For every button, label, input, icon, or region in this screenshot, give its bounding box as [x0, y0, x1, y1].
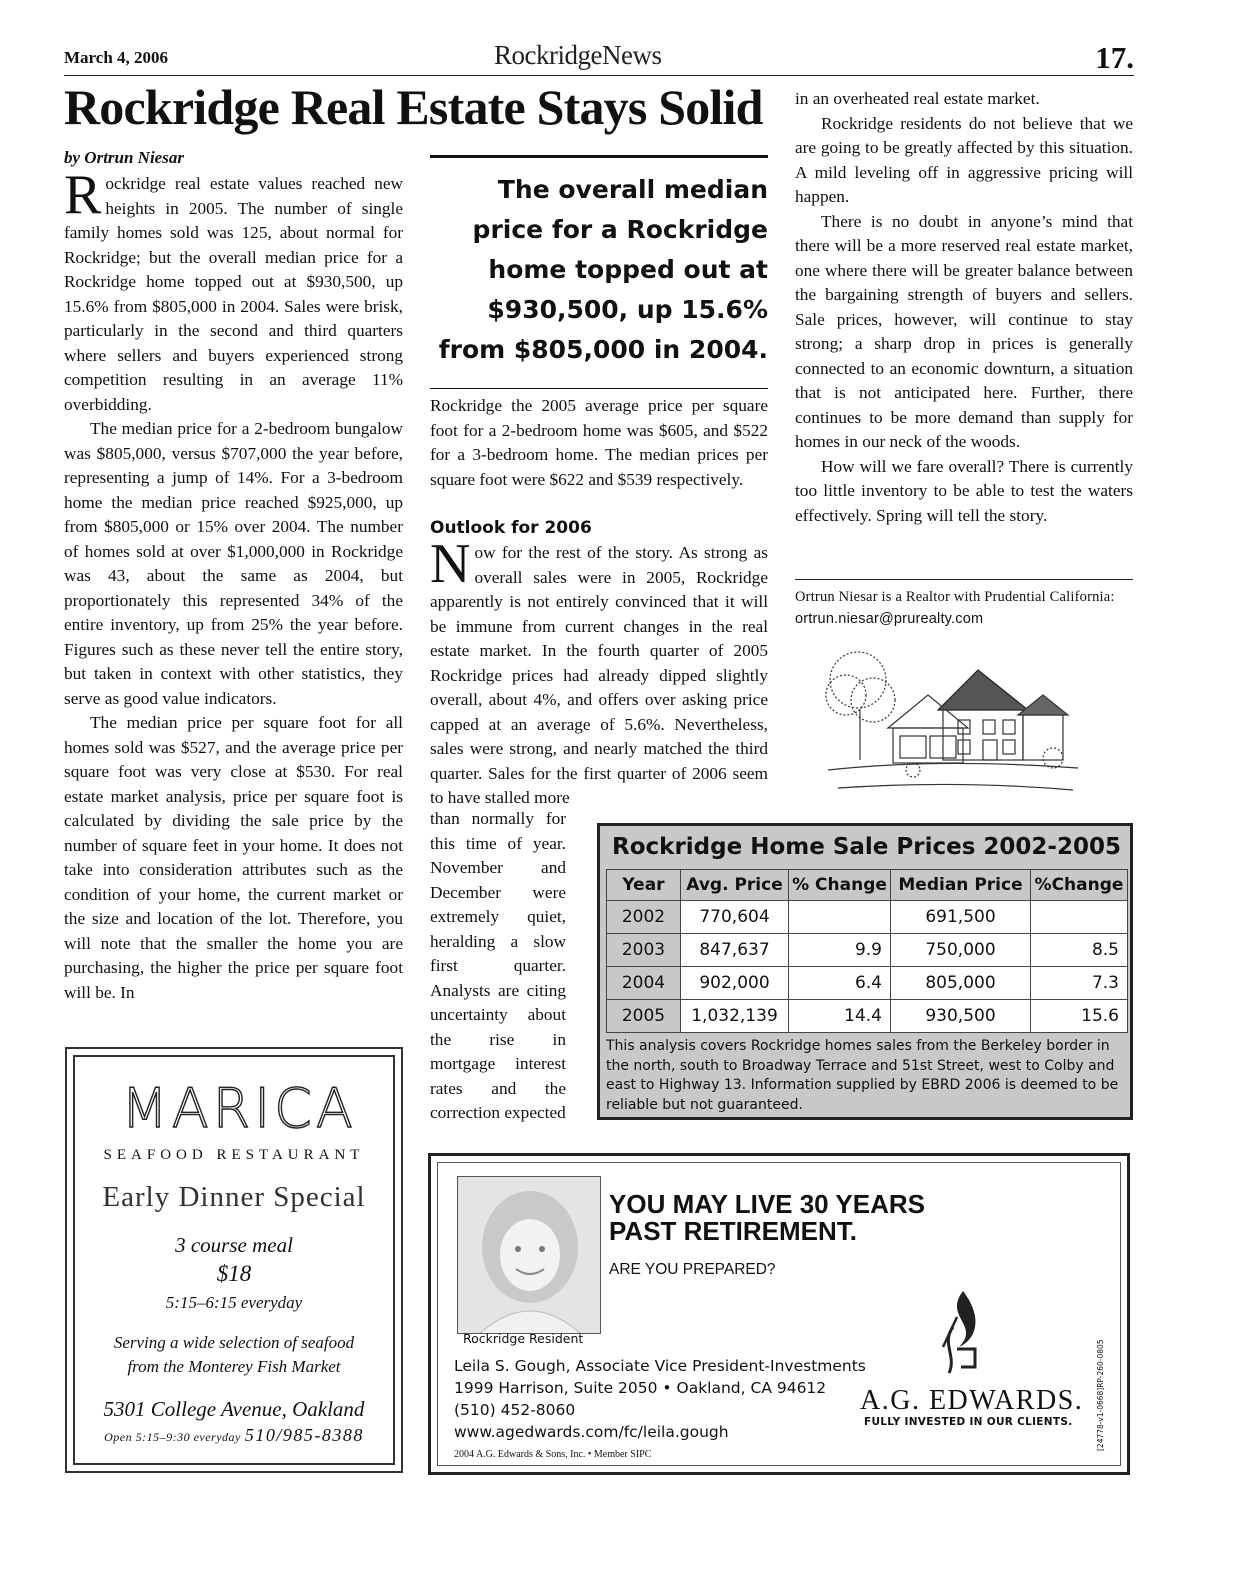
article-paragraph: Rockridge the 2005 average price per square foot for a 2-bedroom home was $605, and $522 for a 3-bedroom home. The median prices per square foot were $622 and $539 respectively.	[430, 396, 768, 489]
article-column-1	[64, 164, 403, 1005]
sales-table	[606, 869, 1128, 1033]
table-cell: 14.4	[789, 1000, 891, 1033]
house-illustration	[818, 640, 1088, 800]
table-cell: 2004	[607, 967, 681, 1000]
table-header-row	[607, 870, 1128, 901]
advisor-name: Leila S. Gough, Associate Vice President-Investments	[454, 1357, 866, 1375]
fine-print: 2004 A.G. Edwards & Sons, Inc. • Member SIPC	[454, 1449, 652, 1460]
ag-edwards-flame-icon	[933, 1287, 993, 1379]
ad-inner-border	[73, 1055, 395, 1465]
advisor-address: 1999 Harrison, Suite 2050 • Oakland, CA 94612	[454, 1379, 827, 1397]
article-paragraph: Now for the rest of the story. As strong as overall sales were in 2005, Rockridge apparently is not entirely convinced that it will be immune from current changes in the real estate market. In the fourth quarter of 2005 Rockridge prices had already dipped slightly overall, about 4%, and offers over asking price capped at an average of 5.6%. Nevertheless, sales were strong, and nearly matched the third quarter. Sales for the first quarter of 2006 seem to have stalled more	[430, 533, 768, 807]
column-header: % Change	[789, 870, 891, 901]
author-email[interactable]: ortrun.niesar@prurealty.com	[795, 611, 984, 627]
table-cell: 6.4	[789, 967, 891, 1000]
column-header: Avg. Price	[681, 870, 789, 901]
page-number: 17.	[1095, 40, 1134, 75]
article-paragraph: Rockridge real estate values reached new heights in 2005. The number of single family homes sold was 125, about normal for Rockridge; but the overall median price for a Rockridge home topped out at $930,500, up 15.6% from $805,000 in 2004. Sales were brisk, particularly in the second and third quarters where sellers and buyers experienced strong competition resulting in an average 11% overbidding.	[64, 164, 403, 414]
ag-edwards-tagline: FULLY INVESTED IN OUR CLIENTS.	[864, 1416, 1073, 1428]
advisor-website-link[interactable]: www.agedwards.com/fc/leila.gough	[454, 1423, 729, 1441]
article-paragraph: in an overheated real estate market.	[795, 89, 1040, 108]
table-cell: 2003	[607, 934, 681, 967]
newspaper-masthead: RockridgeNews	[494, 40, 662, 70]
ag-edwards-logo: A.G. EDWARDS.	[860, 1385, 1084, 1416]
drop-cap: R	[64, 164, 102, 226]
ad-code: [24778-v1-0668]RP-260-0805	[1096, 1339, 1105, 1451]
drop-cap: N	[430, 533, 471, 595]
special-hours: 5:15–6:15 everyday	[165, 1293, 303, 1312]
marica-logo	[95, 1075, 383, 1139]
table-cell: 902,000	[681, 967, 789, 1000]
column-header: Median Price	[891, 870, 1031, 901]
table-cell: 750,000	[891, 934, 1031, 967]
article-column-3	[795, 87, 1133, 528]
table-cell: 8.5	[1031, 934, 1128, 967]
table-row	[607, 934, 1128, 967]
meal-text: 3 course meal	[175, 1233, 293, 1257]
author-bio: Ortrun Niesar is a Realtor with Prudential California: ortrun.niesar@prurealty.com	[795, 579, 1133, 630]
phone-number[interactable]: 510/985-8388	[244, 1425, 364, 1445]
table-cell: 930,500	[891, 1000, 1031, 1033]
advisor-contact	[454, 1355, 866, 1443]
price-text: $18	[216, 1261, 252, 1286]
special-title: Early Dinner Special	[102, 1181, 366, 1213]
article-paragraph: The median price for a 2-bedroom bungalow was $805,000, versus $707,000 the year before, representing a jump of 14%. For a 3-bedroom home the median price reached $925,000, up from $805,000 or 15% over 2004. The number of homes sold at over $1,000,000 in Rockridge was 43, about the same as 2004, but proportionately this represented 34% of the entire inventory, up from 25% the year before. Figures such as these never tell the entire story, but taken in context with other statistics, they serve as good value indicators.	[64, 419, 403, 708]
ad-headline: YOU MAY LIVE 30 YEARS PAST RETIREMENT.	[609, 1189, 925, 1246]
sales-table-box	[597, 823, 1133, 1120]
table-cell: 2002	[607, 901, 681, 934]
serving-line-2: from the Monterey Fish Market	[127, 1357, 341, 1376]
table-cell: 2005	[607, 1000, 681, 1033]
pull-quote: The overall median price for a Rockridge home topped out at $930,500, up 15.6% from $805,000 in 2004.	[430, 155, 768, 389]
table-cell	[1031, 901, 1128, 934]
article-byline: by Ortrun Niesar	[64, 148, 184, 167]
advisor-phone[interactable]: (510) 452-8060	[454, 1401, 576, 1419]
table-row	[607, 1000, 1128, 1033]
article-column-2	[430, 394, 768, 492]
advisor-photo	[457, 1176, 601, 1334]
serving-line-1: Serving a wide selection of seafood	[113, 1333, 355, 1352]
article-paragraph: Rockridge residents do not believe that we are going to be greatly affected by this situation. A mild leveling off in aggressive pricing will happen.	[795, 113, 1133, 206]
issue-date: March 4, 2006	[64, 48, 169, 67]
article-column-2-cont	[430, 533, 768, 811]
restaurant-address: 5301 College Avenue, Oakland	[103, 1397, 365, 1421]
table-cell: 847,637	[681, 934, 789, 967]
table-cell	[789, 901, 891, 934]
ag-edwards-ad[interactable]	[428, 1153, 1130, 1475]
column-header: %Change	[1031, 870, 1128, 901]
table-cell: 15.6	[1031, 1000, 1128, 1033]
article-paragraph: The median price per square foot for all homes sold was $527, and the average price per square foot was very close at $530. For real estate market analysis, price per square foot is calculated by dividing the sale price by the number of square feet in your home. It does not take into consideration attributes such as the condition of your home, the current market or the size and location of the lot. Therefore, you will note that the smaller the home you are purchasing, the higher the price per square foot will be. In	[64, 713, 403, 1002]
table-title: Rockridge Home Sale Prices 2002-2005	[612, 834, 1121, 860]
restaurant-subtitle: SEAFOOD RESTAURANT	[103, 1147, 365, 1163]
ad-question: ARE YOU PREPARED?	[609, 1261, 776, 1278]
table-cell: 1,032,139	[681, 1000, 789, 1033]
open-hours: Open 5:15–9:30 everyday	[104, 1430, 241, 1444]
table-cell: 770,604	[681, 901, 789, 934]
table-cell: 7.3	[1031, 967, 1128, 1000]
table-cell: 691,500	[891, 901, 1031, 934]
article-column-2-narrow	[430, 807, 566, 1126]
table-cell: 9.9	[789, 934, 891, 967]
marica-restaurant-ad[interactable]	[65, 1047, 403, 1473]
page-header	[64, 40, 1134, 76]
table-row	[607, 901, 1128, 934]
ad-inner-border	[437, 1162, 1121, 1466]
table-row	[607, 967, 1128, 1000]
column-header: Year	[607, 870, 681, 901]
table-footnote: This analysis covers Rockridge homes sales from the Berkeley border in the north, south to Broadway Terrace and 51st Street, west to Colby and east to Highway 13. Information supplied by EBRD 2006 is deemed to be reliable but not guaranteed.	[606, 1038, 1119, 1113]
article-headline: Rockridge Real Estate Stays Solid	[64, 79, 763, 135]
article-paragraph: How will we fare overall? There is currently too little inventory to be able to test the waters effectively. Spring will tell the story.	[795, 456, 1133, 525]
svg-text:MARICA: MARICA	[121, 1077, 357, 1139]
hours-phone-line	[85, 1425, 383, 1446]
article-paragraph: than normally for this time of year. November and December were extremely quiet, heralding a slow first quarter. Analysts are citing uncertainty about the rise in mortgage interest rates and the correction expected	[430, 809, 566, 1122]
section-subhead: Outlook for 2006	[430, 518, 592, 538]
article-paragraph: There is no doubt in anyone’s mind that there will be a more reserved real estate market, one where there will be greater balance between the bargaining strength of buyers and sellers. Sale prices, however, will continue to stay strong; a sharp drop in prices is generally connected to an economic downturn, a situation that is not anticipated here. Further, there continues to be more demand than supply for homes in our neck of the woods.	[795, 211, 1133, 451]
photo-caption: Rockridge Resident	[463, 1331, 584, 1346]
table-cell: 805,000	[891, 967, 1031, 1000]
